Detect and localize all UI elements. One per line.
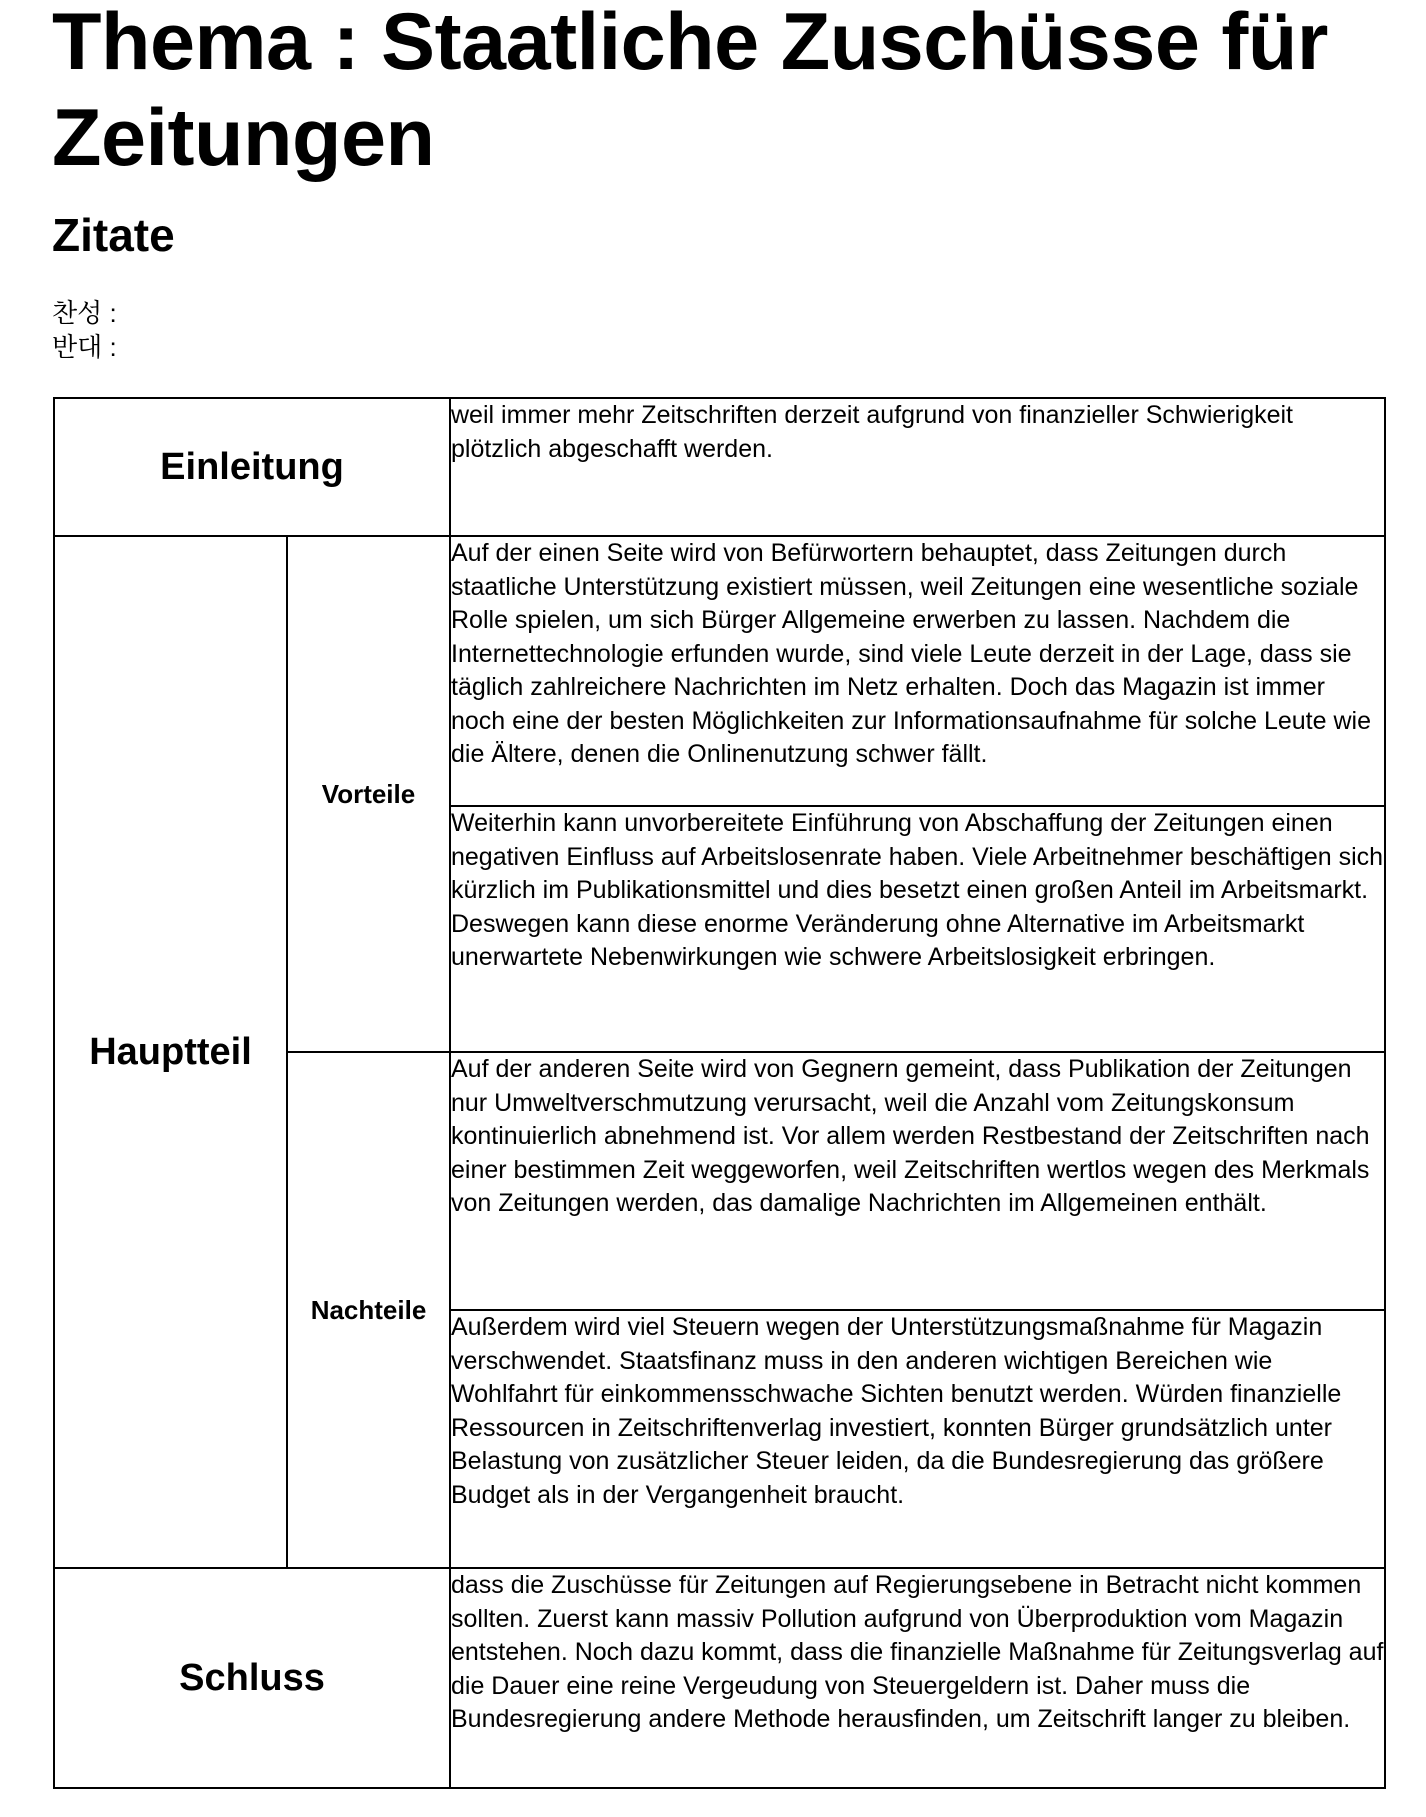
section-subtitle: Zitate	[52, 209, 175, 261]
table-row	[54, 536, 1385, 806]
table-row	[54, 398, 1385, 536]
hauptteil-label: Hauptteil	[54, 536, 287, 1568]
vorteile-paragraph-1: Auf der einen Seite wird von Befürwortern behauptet, dass Zeitungen durch staatliche Unterstützung existiert müssen, weil Zeitungen eine wesentliche soziale Rolle spielen, um sich Bürger Allgemeine erwerben zu lassen. Nachdem die Internettechnologie erfunden wurde, sind viele Leute derzeit in der Lage, dass sie täglich zahlreichere Nachrichten im Netz erhalten. Doch das Magazin ist immer noch eine der besten Möglichkeiten zur Informationsaufnahme für solche Leute wie die Ältere, denen die Onlinenutzung schwer fällt.	[450, 536, 1385, 806]
con-label: 반대 :	[52, 332, 117, 362]
schluss-label: Schluss	[54, 1568, 450, 1788]
einleitung-label: Einleitung	[54, 398, 450, 536]
vorteile-paragraph-2: Weiterhin kann unvorbereitete Einführung von Abschaffung der Zeitungen einen negativen Einfluss auf Arbeitslosenrate haben. Viele Arbeitnehmer beschäftigen sich kürzlich im Publikationsmittel und dies besetzt einen großen Anteil im Arbeitsmarkt. Deswegen kann diese enorme Veränderung ohne Alternative im Arbeitsmarkt unerwartete Nebenwirkungen wie schwere Arbeitslosigkeit erbringen.	[450, 806, 1385, 1052]
nachteile-label: Nachteile	[287, 1052, 450, 1568]
vorteile-label: Vorteile	[287, 536, 450, 1052]
einleitung-text: weil immer mehr Zeitschriften derzeit aufgrund von finanzieller Schwierigkeit plötzlich abgeschafft werden.	[450, 398, 1385, 536]
nachteile-paragraph-1: Auf der anderen Seite wird von Gegnern gemeint, dass Publikation der Zeitungen nur Umweltverschmutzung verursacht, weil die Anzahl vom Zeitungskonsum kontinuierlich abnehmend ist. Vor allem werden Restbestand der Zeitschriften nach einer bestimmen Zeit weggeworfen, weil Zeitschriften wertlos wegen des Merkmals von Zeitungen werden, das damalige Nachrichten im Allgemeinen enthält.	[450, 1052, 1385, 1310]
schluss-text: dass die Zuschüsse für Zeitungen auf Regierungsebene in Betracht nicht kommen sollten. Zuerst kann massiv Pollution aufgrund von Überproduktion vom Magazin entstehen. Noch dazu kommt, dass die finanzielle Maßnahme für Zeitungsverlag auf die Dauer eine reine Vergeudung von Steuergeldern ist. Daher muss die Bundesregierung andere Methode herausfinden, um Zeitschrift langer zu bleiben.	[450, 1568, 1385, 1788]
page-title: Thema : Staatliche Zuschüsse für Zeitungen	[52, 0, 1328, 183]
essay-outline-table	[53, 397, 1386, 1789]
pro-label: 찬성 :	[52, 298, 117, 328]
table-row	[54, 1568, 1385, 1788]
nachteile-paragraph-2: Außerdem wird viel Steuern wegen der Unterstützungsmaßnahme für Magazin verschwendet. Staatsfinanz muss in den anderen wichtigen Bereichen wie Wohlfahrt für einkommensschwache Sichten benutzt werden. Würden finanzielle Ressourcen in Zeitschriftenverlag investiert, konnten Bürger grundsätzlich unter Belastung von zusätzlicher Steuer leiden, da die Bundesregierung das größere Budget als in der Vergangenheit braucht.	[450, 1310, 1385, 1568]
stance-labels	[52, 296, 117, 364]
